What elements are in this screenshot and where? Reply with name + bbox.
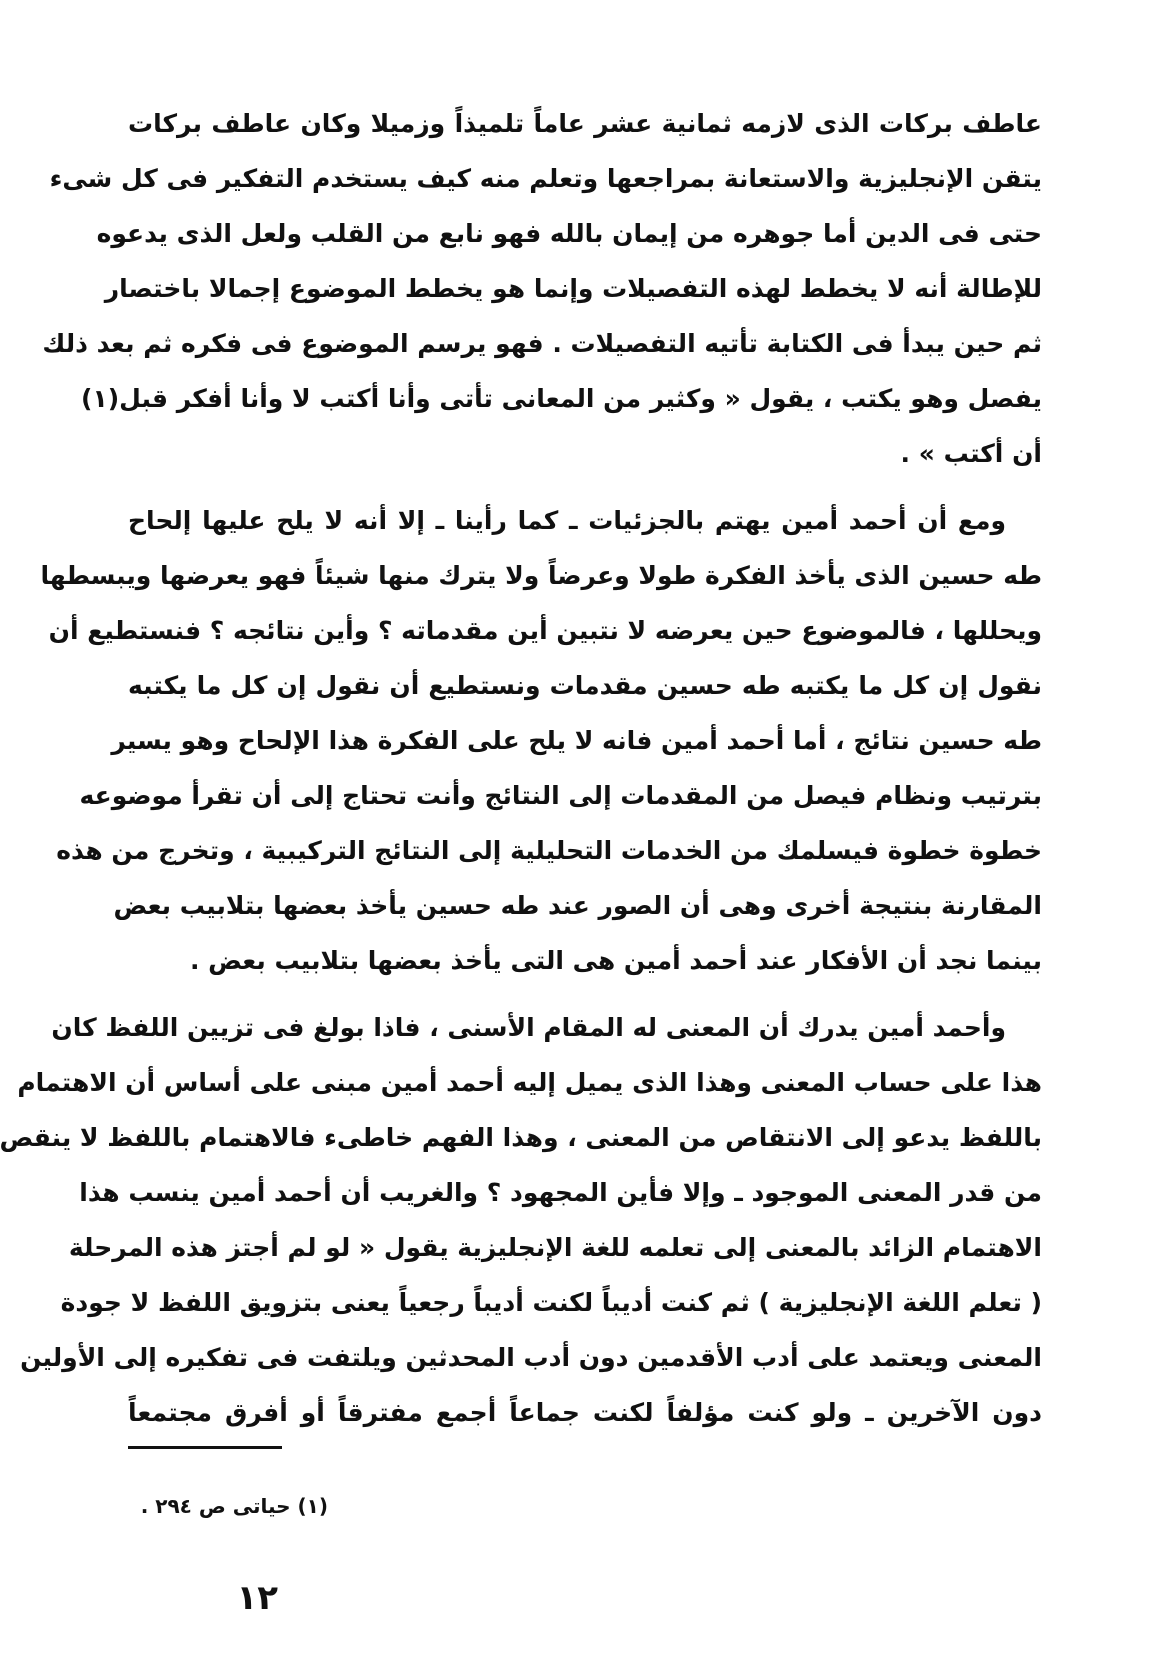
text-line: المعنى ويعتمد على أدب الأقدمين دون أدب المحدثين ويلتفت فى تفكيره إلى الأولين — [20, 1343, 1042, 1372]
page-number: ١٢ — [236, 1578, 278, 1618]
text-line: ومع أن أحمد أمين يهتم بالجزئيات ـ كما رأينا ـ إلا أنه لا يلح عليها إلحاح — [128, 506, 1006, 535]
footnote-divider — [128, 1446, 282, 1449]
text-line: عاطف بركات الذى لازمه ثمانية عشر عاماً تلميذاً وزميلا وكان عاطف بركات — [128, 109, 1042, 138]
text-line: طه حسين نتائج ، أما أحمد أمين فانه لا يلح على الفكرة هذا الإلحاح وهو يسير — [111, 726, 1042, 755]
text-line: حتى فى الدين أما جوهره من إيمان بالله فهو نابع من القلب ولعل الذى يدعوه — [96, 219, 1042, 248]
text-line: ( تعلم اللغة الإنجليزية ) ثم كنت أديباً لكنت أديباً رجعياً يعنى بتزويق اللفظ لا جودة — [60, 1288, 1042, 1317]
text-line: نقول إن كل ما يكتبه طه حسين مقدمات ونستطيع أن نقول إن كل ما يكتبه — [128, 671, 1042, 700]
text-line: ثم حين يبدأ فى الكتابة تأتيه التفصيلات . فهو يرسم الموضوع فى فكره ثم بعد ذلك — [42, 329, 1042, 358]
text-line: خطوة خطوة فيسلمك من الخدمات التحليلية إلى النتائج التركيبية ، وتخرج من هذه — [56, 836, 1042, 865]
paragraph-1 — [42, 96, 1042, 481]
text-line: للإطالة أنه لا يخطط لهذه التفصيلات وإنما هو يخطط الموضوع إجمالا باختصار — [104, 274, 1042, 303]
paragraph-3 — [0, 1000, 1042, 1440]
text-line: وأحمد أمين يدرك أن المعنى له المقام الأسنى ، فاذا بولغ فى تزيين اللفظ كان — [51, 1013, 1006, 1042]
text-line: هذا على حساب المعنى وهذا الذى يميل إليه أحمد أمين مبنى على أساس أن الاهتمام — [17, 1068, 1042, 1097]
text-line: دون الآخرين ـ ولو كنت مؤلفاً لكنت جماعاً أجمع مفترقاً أو أفرق مجتمعاً — [128, 1398, 1042, 1427]
text-line: المقارنة بنتيجة أخرى وهى أن الصور عند طه حسين يأخذ بعضها بتلابيب بعض — [113, 891, 1042, 920]
book-page — [0, 96, 1042, 1656]
text-line: يتقن الإنجليزية والاستعانة بمراجعها وتعلم منه كيف يستخدم التفكير فى كل شىء — [49, 164, 1042, 193]
text-line: الاهتمام الزائد بالمعنى إلى تعلمه للغة الإنجليزية يقول « لو لم أجتز هذه المرحلة — [68, 1233, 1042, 1262]
text-line: باللفظ يدعو إلى الانتقاص من المعنى ، وهذا الفهم خاطىء فالاهتمام باللفظ لا ينقص — [0, 1123, 1042, 1152]
text-line: ويحللها ، فالموضوع حين يعرضه لا نتبين أين مقدماته ؟ وأين نتائجه ؟ فنستطيع أن — [48, 616, 1042, 645]
text-line: يفصل وهو يكتب ، يقول « وكثير من المعانى تأتى وأنا أكتب لا وأنا أفكر قبل(١) — [81, 384, 1042, 413]
text-line: أن أكتب » . — [900, 439, 1042, 468]
paragraph-2 — [40, 493, 1042, 988]
text-line: طه حسين الذى يأخذ الفكرة طولا وعرضاً ولا يترك منها شيئاً فهو يعرضها ويبسطها — [40, 561, 1042, 590]
footnote: (١) حياتى ص ٢٩٤ . — [140, 1494, 328, 1518]
text-line: بترتيب ونظام فيصل من المقدمات إلى النتائج وأنت تحتاج إلى أن تقرأ موضوعه — [79, 781, 1042, 810]
text-line: بينما نجد أن الأفكار عند أحمد أمين هى التى يأخذ بعضها بتلابيب بعض . — [189, 946, 1042, 975]
text-line: من قدر المعنى الموجود ـ وإلا فأين المجهود ؟ والغريب أن أحمد أمين ينسب هذا — [79, 1178, 1042, 1207]
